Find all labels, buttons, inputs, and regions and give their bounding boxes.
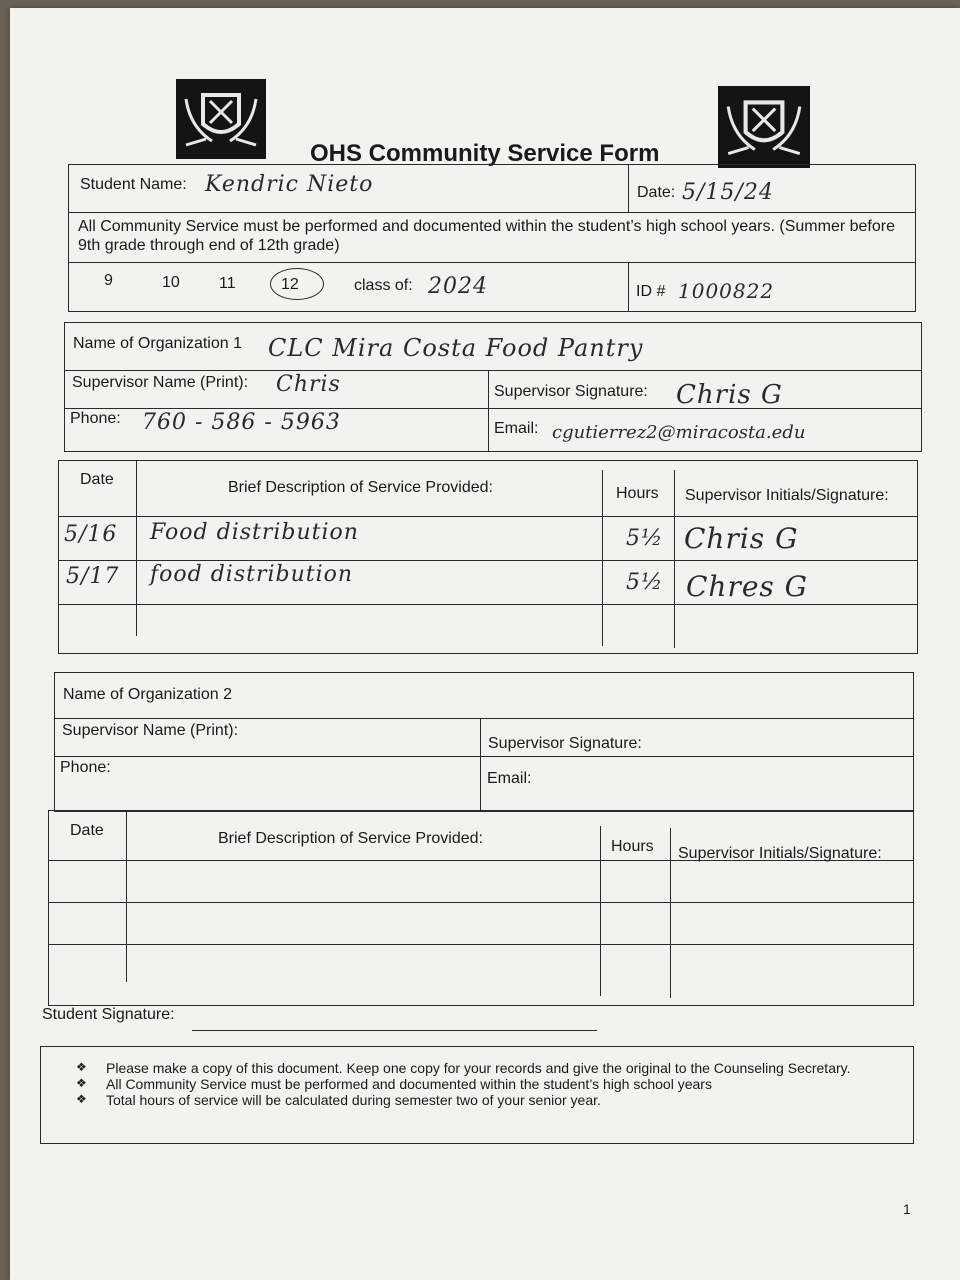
log2-row2-empty[interactable] <box>50 904 912 942</box>
org2-email-label: Email: <box>487 770 532 787</box>
page-number: 1 <box>903 1201 911 1217</box>
org1-supervisor-signature-label: Supervisor Signature: <box>494 383 648 400</box>
log2-header-signature: Supervisor Initials/Signature: <box>678 845 882 862</box>
instruction-item: ❖ All Community Service must be performed and documented within the student’s high school years <box>76 1076 712 1092</box>
log2-header-description: Brief Description of Service Provided: <box>218 830 483 847</box>
instruction-item: ❖ Please make a copy of this document. Keep one copy for your records and give the original to the Counseling Secretary. <box>76 1060 851 1076</box>
student-signature-line[interactable] <box>192 1030 597 1031</box>
log1-row2-signature[interactable]: Chres G <box>686 570 809 603</box>
log1-row3-empty[interactable] <box>60 606 916 646</box>
grade-10[interactable]: 10 <box>162 274 180 291</box>
org1-phone-label: Phone: <box>70 410 121 427</box>
diamond-bullet-icon: ❖ <box>76 1092 87 1106</box>
date-label: Date: <box>637 184 676 201</box>
log2-row1-empty[interactable] <box>50 862 912 900</box>
org1-phone-value[interactable]: 760 - 586 - 5963 <box>142 410 341 435</box>
form-title: OHS Community Service Form <box>310 140 660 167</box>
log1-row2-hours[interactable]: 5½ <box>626 570 664 595</box>
org2-phone-label: Phone: <box>60 759 111 776</box>
service-notice: All Community Service must be performed and documented within the student’s high school years. (Summer before 9th grade through end of 12th grade) <box>78 218 895 254</box>
grade-9[interactable]: 9 <box>104 272 113 289</box>
grade-11[interactable]: 11 <box>219 275 236 292</box>
id-value[interactable]: 1000822 <box>678 279 775 303</box>
student-signature-label: Student Signature: <box>42 1006 175 1023</box>
grade-12[interactable]: 12 <box>281 276 299 293</box>
log1-header-signature: Supervisor Initials/Signature: <box>685 487 889 504</box>
org2-supervisor-signature-label: Supervisor Signature: <box>488 735 642 752</box>
school-crest-logo-right <box>718 86 810 168</box>
log1-row1-hours[interactable]: 5½ <box>626 526 664 551</box>
org1-email-value[interactable]: cgutierrez2@miracosta.edu <box>552 422 806 443</box>
student-name-value[interactable]: Kendric Nieto <box>205 172 374 197</box>
org1-name-label: Name of Organization 1 <box>73 335 242 352</box>
log1-row1-signature[interactable]: Chris G <box>684 522 799 555</box>
class-of-value[interactable]: 2024 <box>428 274 488 299</box>
org1-name-value[interactable]: CLC Mira Costa Food Pantry <box>268 334 644 362</box>
log1-header-description: Brief Description of Service Provided: <box>228 479 493 496</box>
log1-header-hours: Hours <box>616 485 659 502</box>
student-name-label: Student Name: <box>80 176 187 193</box>
log2-header-date: Date <box>70 822 104 839</box>
org1-supervisor-name-label: Supervisor Name (Print): <box>72 374 249 391</box>
diamond-bullet-icon: ❖ <box>76 1060 87 1074</box>
instructions-list <box>76 1060 906 1108</box>
log2-row3-empty[interactable] <box>50 946 912 984</box>
log1-header-date: Date <box>80 471 114 488</box>
org1-supervisor-name-value[interactable]: Chris <box>276 372 341 397</box>
id-label: ID # <box>636 283 666 300</box>
log1-row1-description[interactable]: Food distribution <box>150 520 359 545</box>
log1-row2-description[interactable]: food distribution <box>150 562 354 587</box>
class-of-label: class of: <box>354 277 413 294</box>
instruction-item: ❖ Total hours of service will be calculated during semester two of your senior year. <box>76 1092 601 1108</box>
org1-email-label: Email: <box>494 420 539 437</box>
org2-supervisor-name-label: Supervisor Name (Print): <box>62 722 239 739</box>
log2-header-hours: Hours <box>611 838 654 855</box>
crest-right-icon <box>718 86 810 168</box>
diamond-bullet-icon: ❖ <box>76 1076 87 1090</box>
org1-supervisor-signature-value[interactable]: Chris G <box>676 380 783 410</box>
date-value[interactable]: 5/15/24 <box>682 180 774 205</box>
log1-row2-date[interactable]: 5/17 <box>66 564 120 589</box>
school-crest-logo-left <box>176 79 266 159</box>
log1-row1-date[interactable]: 5/16 <box>64 522 118 547</box>
crest-left-icon <box>176 79 266 159</box>
org2-name-label: Name of Organization 2 <box>63 686 232 703</box>
